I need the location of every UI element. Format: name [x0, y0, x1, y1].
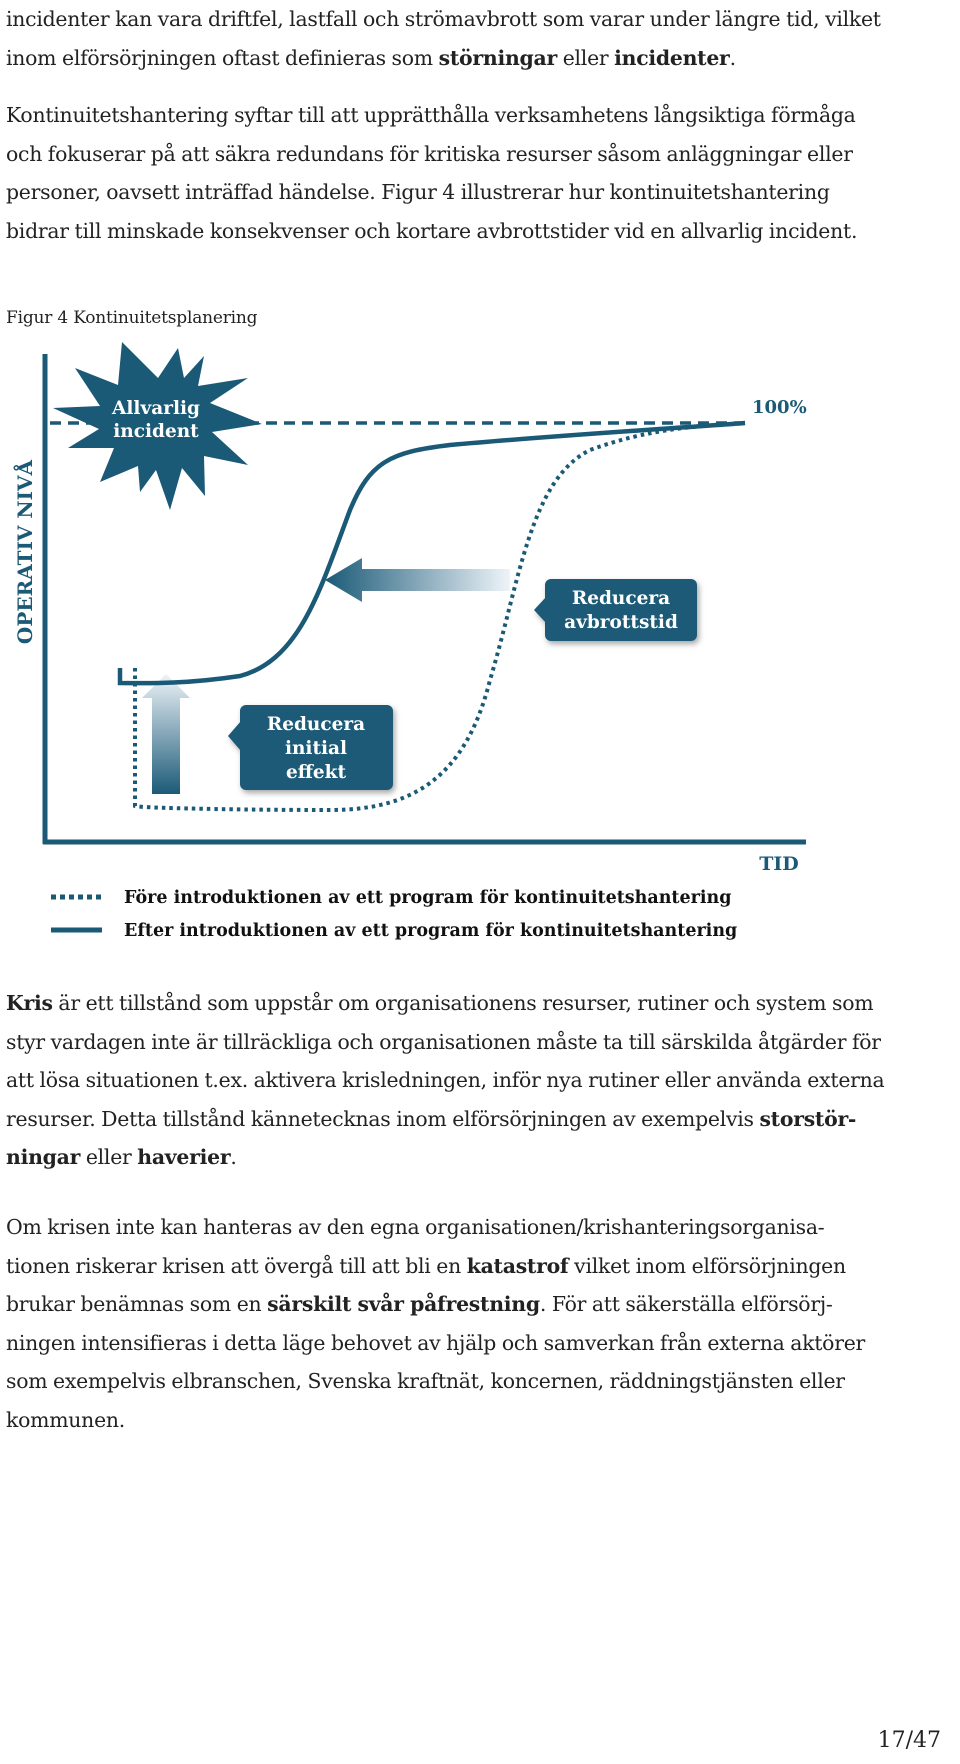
legend-solid-label: Efter introduktionen av ett program för kontinuitetshantering — [124, 921, 738, 941]
text-line: personer, oavsett inträffad händelse. Figur 4 illustrerar hur kontinuitetshantering — [6, 180, 830, 204]
text-line: resurser. Detta tillstånd kännetecknas inom elförsörjningen av exempelvis storstör- — [6, 1106, 857, 1131]
reduce-impact-arrow — [142, 674, 190, 794]
burst-text-line2: incident — [113, 421, 199, 442]
text-line: bidrar till minskade konsekvenser och kortare avbrottstider vid en allvarlig incident. — [6, 218, 858, 243]
paragraph-continuity — [6, 96, 954, 250]
text-line: ningar eller haverier. — [6, 1145, 237, 1169]
text-line: brukar benämnas som en särskilt svår påfrestning. För att säkerställa elförsörj- — [6, 1292, 833, 1316]
callout-right-line1: Reducera — [571, 588, 671, 609]
text-line: Kontinuitetshantering syftar till att upprätthålla verksamhetens långsiktiga förmåga — [6, 103, 856, 127]
x-axis-label: TID — [759, 853, 799, 875]
text-line: att lösa situationen t.ex. aktivera krisledningen, inför nya rutiner eller använda externa — [6, 1068, 885, 1092]
text-line: tionen riskerar krisen att övergå till att bli en katastrof vilket inom elförsörjningen — [6, 1253, 846, 1278]
callout-left-line2: initial — [284, 738, 348, 759]
continuity-diagram — [0, 340, 960, 960]
text-line: inom elförsörjningen oftast definieras som störningar eller incidenter. — [6, 45, 736, 70]
legend-dotted-label: Före introduktionen av ett program för kontinuitetshantering — [124, 888, 732, 908]
figure-caption: Figur 4 Kontinuitetsplanering — [6, 308, 258, 328]
text-line: Om krisen inte kan hanteras av den egna organisationen/krishanteringsorganisa- — [6, 1215, 825, 1239]
paragraph-crisis — [6, 984, 954, 1177]
text-line: incidenter kan vara driftfel, lastfall och strömavbrott som varar under längre tid, vilket — [6, 7, 881, 31]
text-line: Kris är ett tillstånd som uppstår om organisationens resurser, rutiner och system som — [6, 991, 874, 1015]
target-label: 100% — [752, 397, 807, 418]
callout-left-line3: effekt — [285, 762, 347, 783]
text-line: kommunen. — [6, 1407, 125, 1432]
after-program-curve — [120, 423, 745, 683]
paragraph-catastrophe — [6, 1208, 954, 1439]
page-number: 17/47 — [877, 1728, 941, 1753]
callout-left-line1: Reducera — [266, 714, 366, 735]
text-line: ningen intensifieras i detta läge behovet av hjälp och samverkan från externa aktörer — [6, 1330, 866, 1355]
burst-text-line1: Allvarlig — [112, 398, 200, 419]
text-line: och fokuserar på att säkra redundans för kritiska resurser såsom anläggningar eller — [6, 141, 853, 166]
paragraph-incidents — [6, 0, 954, 77]
text-line: styr vardagen inte är tillräckliga och organisationen måste ta till särskilda åtgärder för — [6, 1029, 881, 1054]
y-axis-label: OPERATIV NIVÅ — [13, 459, 37, 645]
text-line: som exempelvis elbranschen, Svenska kraftnät, koncernen, räddningstjänsten eller — [6, 1369, 845, 1393]
reduce-downtime-arrow — [325, 558, 510, 602]
callout-right-line2: avbrottstid — [564, 612, 678, 633]
